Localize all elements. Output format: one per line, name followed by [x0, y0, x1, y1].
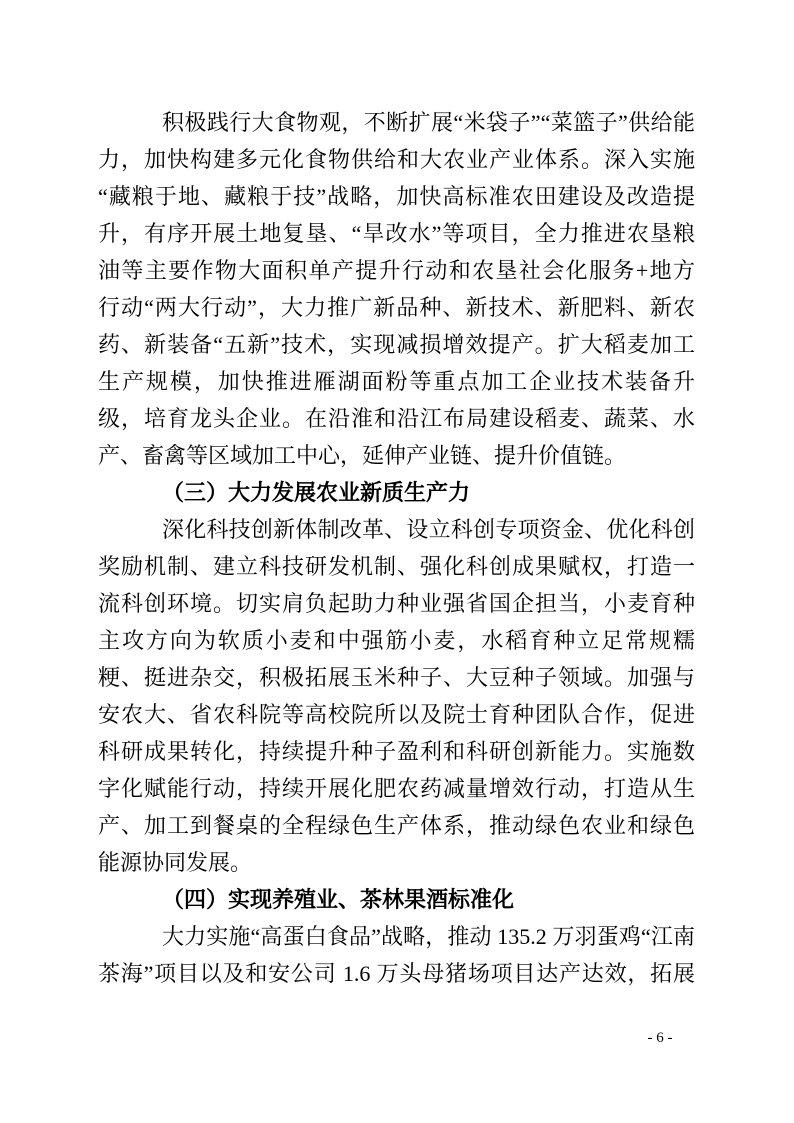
text-line: 油等主要作物大面积单产提升行动和农垦社会化服务+地方 [98, 258, 695, 283]
text-line: 主攻方向为软质小麦和中强筋小麦，水稻育种立足常规糯 [98, 628, 695, 653]
text-line: 粳、挺进杂交，积极拓展玉米种子、大豆种子领域。加强与 [98, 665, 695, 690]
text-line: 流科创环境。切实肩负起助力种业强省国企担当，小麦育种 [98, 591, 695, 616]
text-line: “藏粮于地、藏粮于技”战略，加快高标准农田建设及改造提 [98, 184, 695, 209]
text-line: 奖励机制、建立科技研发机制、强化科创成果赋权，打造一 [98, 554, 695, 579]
text-line: 安农大、省农科院等高校院所以及院士育种团队合作，促进 [98, 702, 695, 727]
text-line: 药、新装备“五新”技术，实现减损增效提产。扩大稻麦加工 [98, 332, 695, 357]
text-line: 升，有序开展土地复垦、“旱改水”等项目，全力推进农垦粮 [98, 221, 695, 246]
text-line: 科研成果转化，持续提升种子盈利和科研创新能力。实施数 [98, 739, 695, 764]
text-line: 茶海”项目以及和安公司 1.6 万头母猪场项目达产达效，拓展 [98, 961, 695, 986]
paragraph [98, 511, 695, 881]
text-line: 生产规模，加快推进雁湖面粉等重点加工企业技术装备升 [98, 369, 695, 394]
text-line: 产、畜禽等区域加工中心，延伸产业链、提升价值链。 [98, 443, 627, 468]
text-line: 字化赋能行动，持续开展化肥农药减量增效行动，打造从生 [98, 776, 695, 801]
paragraph [98, 918, 695, 992]
text-line: 产、加工到餐桌的全程绿色生产体系，推动绿色农业和绿色 [98, 813, 695, 838]
text-line: 积极践行大食物观，不断扩展“米袋子”“菜篮子”供给能 [162, 110, 695, 135]
text-line: 深化科技创新体制改革、设立科创专项资金、优化科创 [162, 517, 695, 542]
text-line: 力，加快构建多元化食物供给和大农业产业体系。深入实施 [98, 147, 695, 172]
section-heading: （四）实现养殖业、茶林果酒标准化 [162, 887, 515, 912]
text-line: 大力实施“高蛋白食品”战略，推动 135.2 万羽蛋鸡“江南 [162, 924, 695, 949]
document-body [98, 104, 695, 992]
page-number: - 6 - [647, 1030, 673, 1046]
section-heading: （三）大力发展农业新质生产力 [162, 480, 471, 505]
text-line: 能源协同发展。 [98, 850, 253, 875]
paragraph [98, 104, 695, 474]
text-line: 行动“两大行动”，大力推广新品种、新技术、新肥料、新农 [98, 295, 695, 320]
text-line: 级，培育龙头企业。在沿淮和沿江布局建设稻麦、蔬菜、水 [98, 406, 695, 431]
